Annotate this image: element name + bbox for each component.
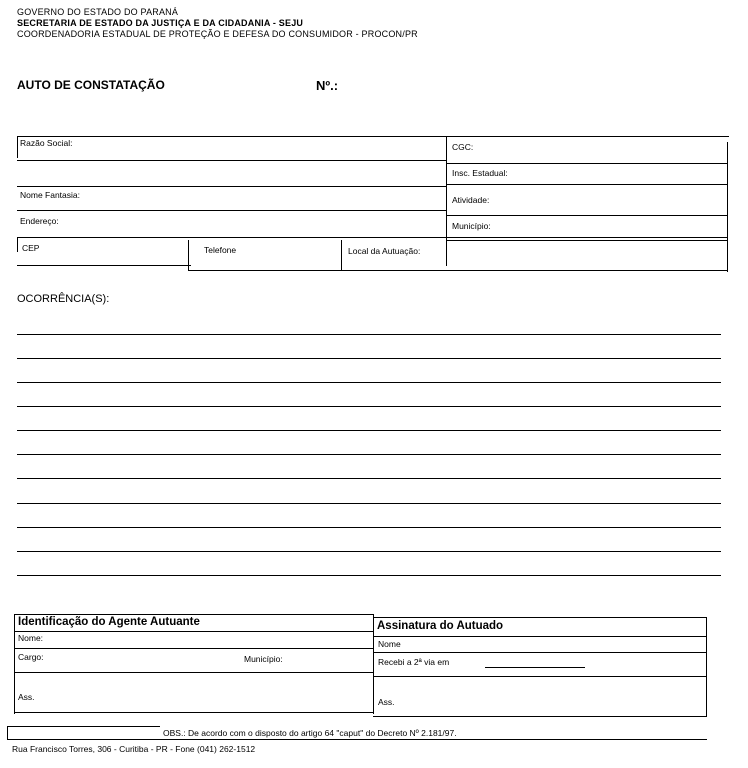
header-line-procon: COORDENADORIA ESTADUAL DE PROTEÇÃO E DEFESA DO CONSUMIDOR - PROCON/PR bbox=[17, 29, 418, 39]
autuado-nome-label: Nome bbox=[378, 639, 401, 649]
cgc-label: CGC: bbox=[452, 142, 474, 152]
ocorrencia-line bbox=[17, 454, 721, 455]
ocorrencias-label: OCORRÊNCIA(S): bbox=[17, 293, 110, 305]
ocorrencia-line bbox=[17, 575, 721, 576]
municipio-label: Município: bbox=[452, 221, 491, 231]
autuado-ass-label: Ass. bbox=[378, 697, 395, 707]
header-line-secretaria: SECRETARIA DE ESTADO DA JUSTIÇA E DA CIDADANIA - SEJU bbox=[17, 18, 304, 28]
agente-municipio-label: Município: bbox=[244, 654, 283, 664]
boxes-divider bbox=[373, 614, 374, 714]
cep-label: CEP bbox=[22, 243, 40, 253]
form-left-border bbox=[17, 136, 18, 158]
ocorrencia-line bbox=[17, 334, 721, 335]
form-top-border bbox=[17, 136, 729, 137]
ocorrencia-line bbox=[17, 478, 721, 479]
ocorrencia-line bbox=[17, 406, 721, 407]
local-autuacao-label: Local da Autuação: bbox=[348, 246, 421, 256]
ocorrencia-line bbox=[17, 358, 721, 359]
telefone-label: Telefone bbox=[204, 245, 237, 255]
agente-title: Identificação do Agente Autuante bbox=[18, 616, 200, 628]
endereco-label: Endereço: bbox=[20, 216, 59, 226]
form-right-border bbox=[727, 142, 728, 272]
ocorrencia-line bbox=[17, 430, 721, 431]
agente-cargo-label: Cargo: bbox=[18, 652, 44, 662]
form-middle-border bbox=[446, 136, 447, 266]
ocorrencia-line bbox=[17, 527, 721, 528]
autuado-title: Assinatura do Autuado bbox=[377, 620, 504, 632]
razao-social-label: Razão Social: bbox=[20, 138, 73, 148]
number-label: Nº.: bbox=[316, 78, 339, 93]
autuado-recebi-label: Recebi a 2ª via em bbox=[378, 657, 450, 667]
document-title: AUTO DE CONSTATAÇÃO bbox=[17, 78, 165, 92]
atividade-label: Atividade: bbox=[452, 195, 490, 205]
agente-nome-label: Nome: bbox=[18, 633, 44, 643]
nome-fantasia-label: Nome Fantasia: bbox=[20, 190, 80, 200]
ocorrencia-line bbox=[17, 382, 721, 383]
recebi-date-line bbox=[485, 667, 585, 668]
footer-address: Rua Francisco Torres, 306 - Curitiba - PR - Fone (041) 262-1512 bbox=[12, 744, 256, 754]
ocorrencia-line bbox=[17, 551, 721, 552]
ocorrencia-line bbox=[17, 503, 721, 504]
header-line-government: GOVERNO DO ESTADO DO PARANÁ bbox=[17, 7, 179, 17]
agente-ass-label: Ass. bbox=[18, 692, 35, 702]
insc-estadual-label: Insc. Estadual: bbox=[452, 168, 508, 178]
obs-note: OBS.: De acordo com o disposto do artigo 64 "caput" do Decreto Nº 2.181/97. bbox=[163, 728, 457, 738]
